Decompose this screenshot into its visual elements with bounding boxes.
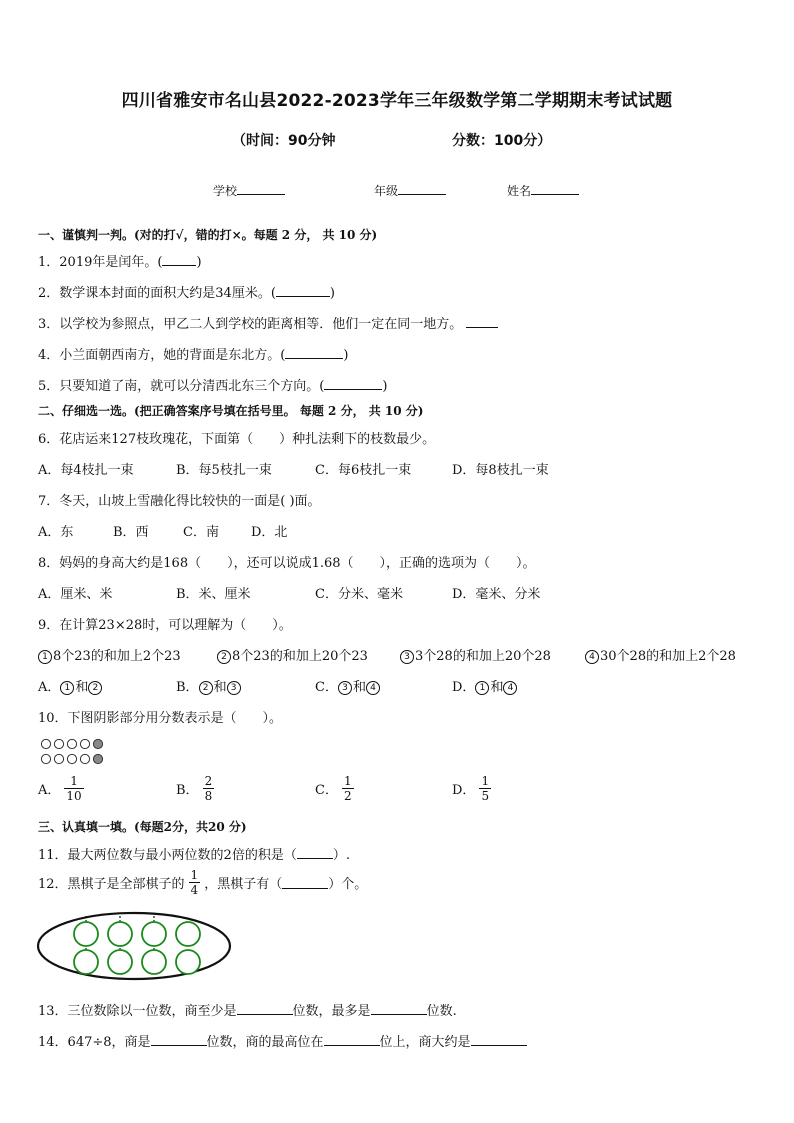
answer-blank[interactable] xyxy=(324,377,382,390)
empty-circle xyxy=(54,739,63,748)
answer-blank[interactable] xyxy=(324,1033,380,1046)
q8-option-c[interactable]: C．分米、毫米 xyxy=(315,587,403,602)
answer-blank[interactable] xyxy=(297,846,333,859)
q7-option-c[interactable]: C．南 xyxy=(183,525,219,540)
question-7: 7．冬天，山坡上雪融化得比较快的一面是( )面。 xyxy=(38,494,321,509)
q10-option-a[interactable]: A． $\frac{1}{10}$ xyxy=(38,774,82,803)
chess-piece xyxy=(108,950,132,974)
section-3-heading: 三、认真填一填。(每题2分，共20 分) xyxy=(38,820,247,834)
question-11: 11．最大两位数与最小两位数的2倍的积是（ ）. xyxy=(38,848,350,863)
chess-piece xyxy=(108,922,132,946)
chess-piece xyxy=(74,922,98,946)
grade-field[interactable] xyxy=(374,182,446,199)
name-blank[interactable] xyxy=(531,182,579,195)
empty-circle xyxy=(80,739,89,748)
question-6: 6．花店运来127枝玫瑰花，下面第（ ）种扎法剩下的枝数最少。 xyxy=(38,432,436,447)
answer-blank[interactable] xyxy=(285,346,343,359)
empty-circle xyxy=(54,754,63,763)
answer-blank[interactable] xyxy=(151,1033,207,1046)
chess-piece xyxy=(142,950,166,974)
q9-option-d[interactable]: D． 1 和 4 xyxy=(452,676,518,695)
q9-option-b[interactable]: B． 2 和 3 xyxy=(176,676,242,695)
q8-option-b[interactable]: B．米、厘米 xyxy=(176,587,251,602)
question-14: 14．647÷8，商是 位数，商的最高位在 位上，商大约是 xyxy=(38,1031,527,1050)
q9-option-a[interactable]: A． 1 和 2 xyxy=(38,676,103,695)
q7-option-b[interactable]: B．西 xyxy=(113,525,149,540)
name-field[interactable] xyxy=(507,182,579,199)
question-2: 2．数学课本封面的面积大约是34厘米。( ) xyxy=(38,286,335,301)
answer-blank[interactable] xyxy=(276,284,330,297)
answer-blank[interactable] xyxy=(466,315,498,328)
answer-blank[interactable] xyxy=(162,253,196,266)
answer-blank[interactable] xyxy=(371,1002,427,1015)
answer-blank[interactable] xyxy=(471,1033,527,1046)
q10-option-b[interactable]: B． $\frac{2}{8}$ xyxy=(176,774,213,803)
chess-piece xyxy=(176,950,200,974)
empty-circle xyxy=(80,754,89,763)
q7-option-a[interactable]: A．东 xyxy=(38,525,74,540)
q9-statement-4: 4 30个28的和加上2个28 xyxy=(585,645,736,664)
grade-blank[interactable] xyxy=(398,182,446,195)
question-3: 3．以学校为参照点，甲乙二人到学校的距离相等．他们一定在同一地方。 xyxy=(38,313,498,332)
exam-time: （时间：90分钟 xyxy=(232,133,336,149)
outer-ellipse xyxy=(38,913,230,979)
question-1: 1．2019年是闰年。( ) xyxy=(38,255,202,270)
q7-option-d[interactable]: D．北 xyxy=(251,525,288,540)
shaded-circle xyxy=(93,739,102,748)
q9-option-c[interactable]: C． 3 和 4 xyxy=(315,676,381,695)
q6-option-b[interactable]: B．每5枝扎一束 xyxy=(176,463,272,478)
question-5: 5．只要知道了南，就可以分清西北东三个方向。( ) xyxy=(38,379,388,394)
empty-circle xyxy=(41,739,50,748)
chess-piece xyxy=(74,950,98,974)
q10-option-d[interactable]: D． $\frac{1}{5}$ xyxy=(452,774,490,803)
q9-statement-1: 1 8个23的和加上2个23 xyxy=(38,645,181,664)
q10-circles-figure xyxy=(40,737,120,769)
grade-label: 年级 xyxy=(374,184,399,198)
question-8: 8．妈妈的身高大约是168（ ），还可以说成1.68（ ），正确的选项为（ ）。 xyxy=(38,556,536,571)
page-title: 四川省雅安市名山县2022-2023学年三年级数学第二学期期末考试试题 xyxy=(121,91,673,111)
q6-option-a[interactable]: A．每4枝扎一束 xyxy=(38,463,134,478)
name-label: 姓名 xyxy=(507,184,532,198)
q9-statement-2: 2 8个23的和加上20个23 xyxy=(217,645,368,664)
question-4: 4．小兰面朝西南方，她的背面是东北方。( ) xyxy=(38,348,349,363)
question-12: 12．黑棋子是全部棋子的 $\frac{1}{4}$ ，黑棋子有（ ）个。 xyxy=(38,868,368,897)
q9-statement-3: 3 3个28的和加上20个28 xyxy=(400,645,551,664)
answer-blank[interactable] xyxy=(282,876,328,889)
q6-option-c[interactable]: C．每6枝扎一束 xyxy=(315,463,412,478)
q8-option-d[interactable]: D．毫米、分米 xyxy=(452,587,541,602)
q12-chess-pieces-figure xyxy=(36,910,236,982)
chess-piece xyxy=(142,922,166,946)
question-13: 13．三位数除以一位数，商至少是 位数，最多是 位数. xyxy=(38,1004,457,1019)
question-10: 10．下图阴影部分用分数表示是（ ）。 xyxy=(38,711,283,726)
school-blank[interactable] xyxy=(237,182,285,195)
section-1-heading: 一、谨慎判一判。(对的打√，错的打×。每题 2 分， 共 10 分) xyxy=(38,228,378,242)
exam-score: 分数：100分） xyxy=(452,133,552,149)
section-2-heading: 二、仔细选一选。(把正确答案序号填在括号里。 每题 2 分， 共 10 分) xyxy=(38,404,424,418)
empty-circle xyxy=(41,754,50,763)
shaded-circle xyxy=(93,754,102,763)
empty-circle xyxy=(67,754,76,763)
empty-circle xyxy=(67,739,76,748)
question-9: 9．在计算23×28时，可以理解为（ ）。 xyxy=(38,618,292,633)
q8-option-a[interactable]: A．厘米、米 xyxy=(38,587,113,602)
q10-option-c[interactable]: C． $\frac{1}{2}$ xyxy=(315,774,352,803)
school-field[interactable] xyxy=(213,182,285,199)
chess-piece xyxy=(176,922,200,946)
answer-blank[interactable] xyxy=(237,1002,293,1015)
q6-option-d[interactable]: D．每8枝扎一束 xyxy=(452,463,549,478)
school-label: 学校 xyxy=(213,184,238,198)
